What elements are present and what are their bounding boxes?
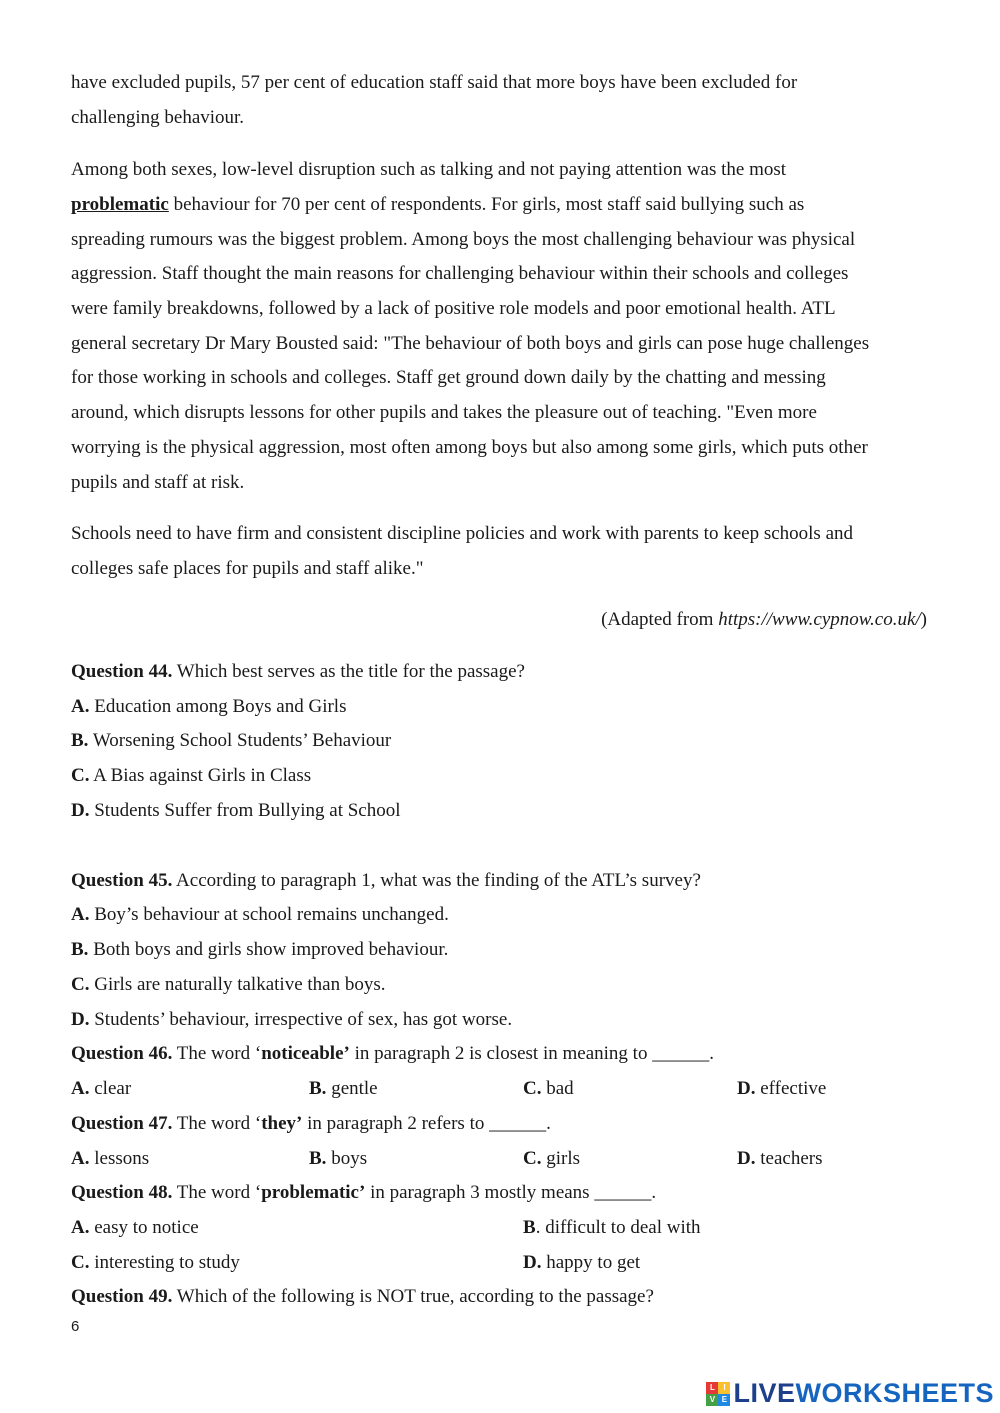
passage-line: around, which disrupts lessons for other pupils and takes the pleasure out of teaching. "Even more: [71, 402, 817, 423]
option-letter: C.: [71, 765, 90, 786]
option-text: Boy’s behaviour at school remains unchanged.: [89, 904, 449, 925]
option-text: interesting to study: [89, 1252, 240, 1273]
option-b[interactable]: [71, 938, 448, 962]
option-text: gentle: [326, 1078, 378, 1099]
liveworksheets-icon: L I V E: [706, 1382, 730, 1406]
passage-line: worrying is the physical aggression, most often among boys but also among some girls, which puts other: [71, 437, 868, 458]
option-c[interactable]: [71, 973, 385, 997]
question-text: Which of the following is NOT true, according to the passage?: [172, 1286, 654, 1307]
option-letter: A.: [71, 904, 90, 925]
question-label: Question 48.: [71, 1182, 173, 1203]
passage-line: were family breakdowns, followed by a lack of positive role models and poor emotional health. ATL: [71, 298, 836, 319]
option-text: Worsening School Students’ Behaviour: [88, 730, 392, 751]
source-suffix: ): [920, 609, 927, 630]
passage-line: aggression. Staff thought the main reasons for challenging behaviour within their schools and colleges: [71, 263, 849, 284]
question-text: Which best serves as the title for the passage?: [172, 661, 525, 682]
option-letter: A.: [71, 1078, 90, 1099]
passage-line: pupils and staff at risk.: [71, 472, 245, 493]
option-letter: C.: [523, 1078, 542, 1099]
option-letter: C.: [71, 974, 90, 995]
option-text: teachers: [755, 1148, 823, 1169]
question-label: Question 49.: [71, 1286, 173, 1307]
question-44: [71, 660, 525, 684]
option-c[interactable]: [71, 764, 311, 788]
option-d[interactable]: [523, 1251, 640, 1275]
option-d[interactable]: [71, 1008, 512, 1032]
option-text: . difficult to deal with: [535, 1217, 701, 1238]
option-text: effective: [755, 1078, 827, 1099]
option-text: bad: [541, 1078, 574, 1099]
question-text: The word ‘: [172, 1113, 262, 1134]
passage-line: [71, 193, 804, 217]
option-c[interactable]: [71, 1251, 240, 1275]
option-letter: B.: [309, 1078, 327, 1099]
option-text: Education among Boys and Girls: [89, 696, 347, 717]
option-a[interactable]: [71, 903, 449, 927]
option-text: Both boys and girls show improved behaviour.: [88, 939, 449, 960]
option-d[interactable]: [71, 799, 401, 823]
option-text: Students’ behaviour, irrespective of sex, has got worse.: [89, 1009, 513, 1030]
liveworksheets-logo[interactable]: [706, 1378, 994, 1409]
source-prefix: (Adapted from: [601, 609, 719, 630]
option-a[interactable]: [71, 695, 346, 719]
passage-line: for those working in schools and colleges. Staff get ground down daily by the chatting and messing: [71, 367, 826, 388]
question-keyword: noticeable’: [261, 1043, 350, 1064]
option-text: A Bias against Girls in Class: [89, 765, 312, 786]
option-b[interactable]: [523, 1216, 701, 1240]
option-a[interactable]: [71, 1077, 131, 1101]
passage-line: challenging behaviour.: [71, 107, 245, 128]
passage-line: have excluded pupils, 57 per cent of education staff said that more boys have been excluded for: [71, 72, 798, 93]
option-letter: A.: [71, 1148, 90, 1169]
option-d[interactable]: [737, 1147, 822, 1171]
option-text: boys: [326, 1148, 368, 1169]
question-text: The word ‘: [172, 1182, 262, 1203]
question-keyword: they’: [261, 1113, 303, 1134]
option-text: girls: [541, 1148, 581, 1169]
option-b[interactable]: [309, 1077, 378, 1101]
question-text: in paragraph 3 mostly means ______.: [365, 1182, 657, 1203]
question-label: Question 46.: [71, 1043, 173, 1064]
source-citation: [601, 608, 927, 632]
option-c[interactable]: [523, 1147, 580, 1171]
question-text: The word ‘: [172, 1043, 262, 1064]
source-url: https://www.cypnow.co.uk/: [718, 609, 921, 630]
option-letter: D.: [523, 1252, 542, 1273]
option-letter: B.: [71, 730, 89, 751]
question-46: [71, 1042, 714, 1066]
option-letter: D.: [71, 1009, 90, 1030]
option-b[interactable]: [71, 729, 391, 753]
passage-line: colleges safe places for pupils and staff alike.": [71, 558, 424, 579]
question-label: Question 45.: [71, 870, 173, 891]
question-keyword: problematic’: [261, 1182, 366, 1203]
option-letter: D.: [737, 1078, 756, 1099]
passage-line: Among both sexes, low-level disruption such as talking and not paying attention was the most: [71, 159, 787, 180]
option-c[interactable]: [523, 1077, 574, 1101]
option-letter: C.: [523, 1148, 542, 1169]
option-text: lessons: [89, 1148, 150, 1169]
question-47: [71, 1112, 551, 1136]
question-text: According to paragraph 1, what was the finding of the ATL’s survey?: [172, 870, 701, 891]
option-letter: C.: [71, 1252, 90, 1273]
option-letter: A.: [71, 1217, 90, 1238]
passage-line: Schools need to have firm and consistent discipline policies and work with parents to keep schools and: [71, 523, 853, 544]
highlighted-word: problematic: [71, 194, 169, 215]
question-label: Question 47.: [71, 1113, 173, 1134]
option-letter: B: [523, 1217, 536, 1238]
option-b[interactable]: [309, 1147, 367, 1171]
option-text: clear: [89, 1078, 132, 1099]
option-a[interactable]: [71, 1216, 199, 1240]
option-text: Students Suffer from Bullying at School: [89, 800, 401, 821]
option-text: easy to notice: [89, 1217, 199, 1238]
option-letter: B.: [309, 1148, 327, 1169]
liveworksheets-wordmark: LIVEWORKSHEETS: [733, 1378, 994, 1408]
question-text: in paragraph 2 is closest in meaning to ______.: [349, 1043, 714, 1064]
option-letter: D.: [737, 1148, 756, 1169]
question-45: [71, 869, 701, 893]
option-letter: A.: [71, 696, 90, 717]
passage-line: spreading rumours was the biggest problem. Among boys the most challenging behaviour was physical: [71, 229, 856, 250]
option-text: Girls are naturally talkative than boys.: [89, 974, 386, 995]
option-text: happy to get: [541, 1252, 641, 1273]
option-letter: D.: [71, 800, 90, 821]
question-label: Question 44.: [71, 661, 173, 682]
option-letter: B.: [71, 939, 89, 960]
page-number: 6: [71, 1318, 80, 1335]
passage-line: general secretary Dr Mary Bousted said: "The behaviour of both boys and girls can pose huge challenges: [71, 333, 870, 354]
option-a[interactable]: [71, 1147, 149, 1171]
passage-text: behaviour for 70 per cent of respondents. For girls, most staff said bullying such as: [168, 194, 805, 215]
question-49: [71, 1285, 654, 1309]
option-d[interactable]: [737, 1077, 826, 1101]
question-text: in paragraph 2 refers to ______.: [302, 1113, 551, 1134]
question-48: [71, 1181, 656, 1205]
